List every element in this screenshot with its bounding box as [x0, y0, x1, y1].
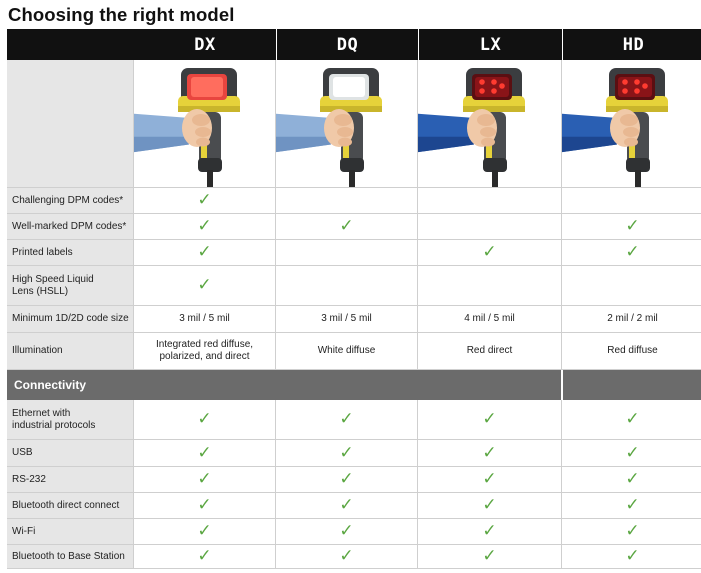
model-header-lx: LX: [419, 29, 562, 60]
model-header-hd: HD: [563, 29, 701, 60]
check-icon: ✓: [339, 216, 354, 236]
feature-row-label: [7, 240, 134, 266]
scanner-illustration: [134, 60, 276, 188]
scanner-image-dx: [134, 60, 276, 188]
section-title: Connectivity: [14, 378, 87, 392]
row-label-text: Printed labels: [12, 246, 73, 258]
check-icon: ✓: [625, 521, 640, 541]
connectivity-row-cell: [562, 440, 701, 467]
feature-row-cell: [134, 214, 276, 240]
row-label-text: Well-marked DPM codes*: [12, 220, 127, 232]
check-icon: ✓: [482, 469, 497, 489]
feature-row-label: [7, 333, 134, 370]
check-icon: ✓: [339, 495, 354, 515]
check-icon: ✓: [197, 521, 212, 541]
row-label-text: Wi-Fi: [12, 525, 36, 537]
connectivity-row-cell: [134, 519, 276, 545]
scanner-illustration: [418, 60, 562, 188]
model-header-dq: DQ: [277, 29, 418, 60]
connectivity-row-cell: [562, 467, 701, 493]
cell-value: Integrated red diffuse, polarized, and direct: [155, 339, 254, 362]
check-icon: ✓: [625, 442, 640, 463]
connectivity-row-label: [7, 545, 134, 569]
connectivity-row-label: [7, 400, 134, 440]
scanner-image-dq: [276, 60, 418, 188]
connectivity-row-cell: [418, 493, 562, 519]
feature-row-label: [7, 266, 134, 306]
check-icon: ✓: [482, 242, 497, 262]
check-icon: ✓: [339, 469, 354, 489]
check-icon: ✓: [197, 216, 212, 236]
feature-row-label: [7, 306, 134, 333]
check-icon: ✓: [339, 442, 354, 463]
connectivity-row-cell: [134, 400, 276, 440]
connectivity-row-cell: [418, 545, 562, 569]
feature-row-cell: [276, 333, 418, 370]
connectivity-row-cell: [418, 440, 562, 467]
feature-row-cell: [134, 188, 276, 214]
connectivity-row-cell: [418, 467, 562, 493]
row-label-text: Bluetooth direct connect: [12, 499, 120, 511]
check-icon: ✓: [625, 216, 640, 236]
connectivity-row-label: [7, 493, 134, 519]
feature-row-cell: [562, 188, 701, 214]
cell-value: Red diffuse: [607, 345, 658, 356]
feature-row-cell: [562, 214, 701, 240]
check-icon: ✓: [625, 495, 640, 515]
check-icon: ✓: [197, 190, 212, 210]
connectivity-row-cell: [562, 519, 701, 545]
check-icon: ✓: [197, 469, 212, 489]
image-row-label: [7, 60, 134, 188]
scanner-image-lx: [418, 60, 562, 188]
cell-value: 3 mil / 5 mil: [321, 313, 372, 324]
feature-row-cell: [276, 240, 418, 266]
check-icon: ✓: [339, 521, 354, 541]
check-icon: ✓: [482, 521, 497, 541]
feature-row-label: [7, 188, 134, 214]
connectivity-row-cell: [562, 400, 701, 440]
connectivity-row-cell: [276, 493, 418, 519]
check-icon: ✓: [197, 242, 212, 262]
feature-row-cell: [134, 266, 276, 306]
feature-row-cell: [134, 306, 276, 333]
connectivity-row-cell: [276, 440, 418, 467]
header-blank: [7, 29, 134, 60]
feature-row-cell: [562, 266, 701, 306]
feature-row-cell: [562, 306, 701, 333]
connectivity-row-cell: [134, 467, 276, 493]
model-header-dx: DX: [134, 29, 276, 60]
row-label-text: RS-232: [12, 473, 46, 485]
connectivity-row-cell: [276, 545, 418, 569]
feature-row-cell: [418, 266, 562, 306]
connectivity-row-cell: [418, 519, 562, 545]
check-icon: ✓: [625, 469, 640, 489]
connectivity-row-label: [7, 467, 134, 493]
feature-row-cell: [276, 214, 418, 240]
connectivity-row-label: [7, 519, 134, 545]
cell-value: 3 mil / 5 mil: [179, 313, 230, 324]
scanner-illustration: [276, 60, 418, 188]
feature-row-cell: [562, 240, 701, 266]
connectivity-row-cell: [562, 493, 701, 519]
check-icon: ✓: [339, 409, 354, 429]
check-icon: ✓: [197, 495, 212, 515]
row-label-text: Bluetooth to Base Station: [12, 550, 125, 562]
connectivity-row-cell: [134, 545, 276, 569]
row-label-text: Ethernet with industrial protocols: [12, 407, 96, 431]
connectivity-row-cell: [134, 440, 276, 467]
check-icon: ✓: [625, 409, 640, 429]
check-icon: ✓: [197, 275, 212, 295]
feature-row-cell: [562, 333, 701, 370]
connectivity-row-cell: [276, 519, 418, 545]
check-icon: ✓: [482, 409, 497, 429]
check-icon: ✓: [625, 546, 640, 566]
cell-value: Red direct: [466, 345, 513, 356]
feature-row-cell: [418, 214, 562, 240]
check-icon: ✓: [197, 442, 212, 463]
scanner-illustration: [562, 60, 701, 188]
row-label-text: Minimum 1D/2D code size: [12, 313, 129, 324]
feature-row-cell: [134, 333, 276, 370]
section-header-connectivity: [7, 370, 701, 400]
connectivity-row-cell: [276, 467, 418, 493]
row-label-text: Illumination: [12, 345, 63, 356]
connectivity-row-cell: [276, 400, 418, 440]
feature-row-cell: [276, 188, 418, 214]
scanner-image-hd: [562, 60, 701, 188]
cell-value: 4 mil / 5 mil: [464, 313, 515, 324]
connectivity-row-cell: [562, 545, 701, 569]
feature-row-cell: [418, 188, 562, 214]
check-icon: ✓: [197, 409, 212, 429]
check-icon: ✓: [482, 495, 497, 515]
connectivity-row-cell: [134, 493, 276, 519]
feature-row-cell: [418, 333, 562, 370]
feature-row-cell: [418, 306, 562, 333]
check-icon: ✓: [482, 442, 497, 463]
check-icon: ✓: [339, 546, 354, 566]
feature-row-cell: [276, 306, 418, 333]
feature-row-cell: [134, 240, 276, 266]
check-icon: ✓: [197, 546, 212, 566]
row-label-text: Challenging DPM codes*: [12, 194, 124, 206]
row-label-text: High Speed Liquid Lens (HSLL): [12, 273, 94, 297]
feature-row-cell: [418, 240, 562, 266]
row-label-text: USB: [12, 447, 33, 458]
check-icon: ✓: [482, 546, 497, 566]
check-icon: ✓: [625, 242, 640, 262]
feature-row-cell: [276, 266, 418, 306]
feature-row-label: [7, 214, 134, 240]
cell-value: 2 mil / 2 mil: [607, 313, 658, 324]
connectivity-row-label: [7, 440, 134, 467]
cell-value: White diffuse: [317, 345, 376, 356]
section-divider: [561, 370, 563, 400]
connectivity-row-cell: [418, 400, 562, 440]
page-title: Choosing the right model: [8, 4, 235, 25]
